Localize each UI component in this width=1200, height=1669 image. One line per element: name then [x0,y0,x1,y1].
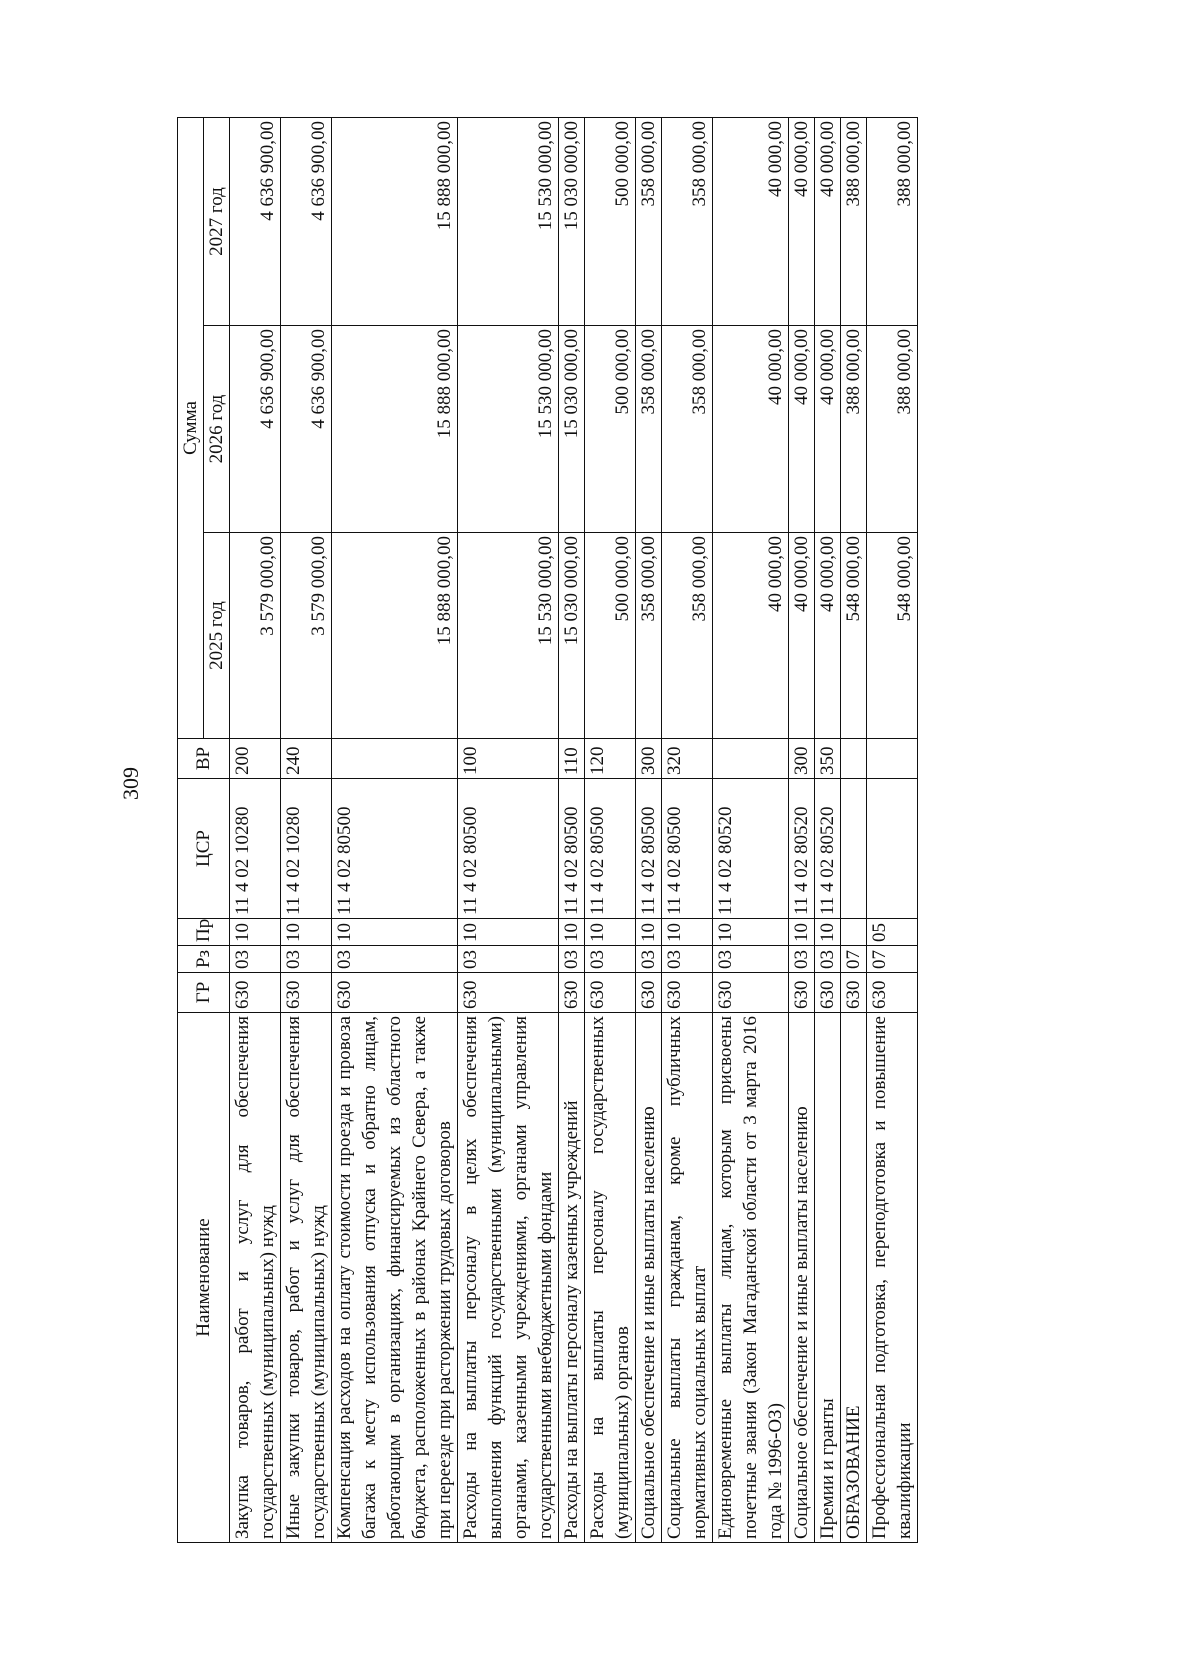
cell-gr: 630 [662,973,713,1013]
cell-name: Иные закупки товаров, работ и услуг для обеспечения государственных (муниципальных) нужд [281,1013,332,1543]
cell-y2027: 358 000,00 [662,117,713,325]
cell-csr [867,779,918,919]
cell-vr: 300 [636,739,662,779]
cell-name: Социальное обеспечение и иные выплаты населению [636,1013,662,1543]
cell-y2027: 358 000,00 [636,117,662,325]
cell-rz: 03 [789,946,815,973]
cell-y2027: 388 000,00 [867,117,918,325]
cell-rz: 07 [841,946,867,973]
cell-y2027: 388 000,00 [841,117,867,325]
table-row [230,117,281,1542]
cell-y2025: 3 579 000,00 [281,533,332,739]
table-row [713,117,789,1542]
cell-y2026: 40 000,00 [713,326,789,533]
table-row [332,117,458,1542]
cell-vr: 300 [789,739,815,779]
cell-name: ОБРАЗОВАНИЕ [841,1013,867,1543]
table-row [559,117,585,1542]
cell-gr: 630 [841,973,867,1013]
cell-y2025: 15 030 000,00 [559,533,585,739]
cell-y2025: 358 000,00 [662,533,713,739]
cell-y2026: 40 000,00 [789,326,815,533]
cell-rz: 03 [281,946,332,973]
budget-table [177,117,918,1543]
header-gr: ГР [178,973,230,1013]
cell-y2025: 548 000,00 [841,533,867,739]
cell-vr: 200 [230,739,281,779]
cell-csr: 11 4 02 80500 [662,779,713,919]
cell-gr: 630 [636,973,662,1013]
cell-rz: 03 [662,946,713,973]
cell-rz: 07 [867,946,918,973]
cell-vr: 120 [585,739,636,779]
cell-y2026: 4 636 900,00 [230,326,281,533]
cell-y2026: 40 000,00 [815,326,841,533]
table-row [281,117,332,1542]
cell-y2027: 15 030 000,00 [559,117,585,325]
cell-pr: 10 [713,919,789,946]
cell-y2026: 15 030 000,00 [559,326,585,533]
cell-y2027: 4 636 900,00 [230,117,281,325]
cell-y2027: 500 000,00 [585,117,636,325]
cell-vr: 320 [662,739,713,779]
cell-y2025: 358 000,00 [636,533,662,739]
header-sum: Сумма [178,117,204,738]
cell-y2025: 500 000,00 [585,533,636,739]
cell-rz: 03 [332,946,458,973]
cell-y2026: 15 888 000,00 [332,326,458,533]
cell-pr: 10 [585,919,636,946]
table-row [458,117,559,1542]
cell-y2025: 3 579 000,00 [230,533,281,739]
cell-vr: 240 [281,739,332,779]
cell-csr [841,779,867,919]
cell-csr: 11 4 02 10280 [281,779,332,919]
cell-y2026: 358 000,00 [662,326,713,533]
cell-y2027: 40 000,00 [789,117,815,325]
cell-pr: 10 [789,919,815,946]
table-row [789,117,815,1542]
cell-y2027: 4 636 900,00 [281,117,332,325]
cell-rz: 03 [815,946,841,973]
header-2027: 2027 год [204,117,230,325]
cell-csr: 11 4 02 80500 [559,779,585,919]
cell-pr [841,919,867,946]
cell-y2025: 40 000,00 [815,533,841,739]
cell-csr: 11 4 02 80500 [585,779,636,919]
header-name: Наименование [178,1013,230,1543]
cell-rz: 03 [230,946,281,973]
cell-name: Компенсация расходов на оплату стоимости проезда и провоза багажа к месту использования отпуска и обратно лицам, работающим в организациях, финансируемых из областного бюджета, расположенных в районах Крайнего Севера, а также при переезде при расторжении трудовых договоров [332,1013,458,1543]
cell-y2026: 15 530 000,00 [458,326,559,533]
cell-csr: 11 4 02 80500 [636,779,662,919]
cell-name: Премии и гранты [815,1013,841,1543]
table-row [815,117,841,1542]
cell-vr: 110 [559,739,585,779]
cell-name: Расходы на выплаты персоналу государственных (муниципальных) органов [585,1013,636,1543]
cell-pr: 05 [867,919,918,946]
cell-y2027: 15 888 000,00 [332,117,458,325]
cell-gr: 630 [332,973,458,1013]
cell-vr: 100 [458,739,559,779]
cell-y2026: 388 000,00 [867,326,918,533]
cell-vr [713,739,789,779]
cell-gr: 630 [815,973,841,1013]
cell-name: Социальные выплаты гражданам, кроме публичных нормативных социальных выплат [662,1013,713,1543]
cell-gr: 630 [458,973,559,1013]
cell-pr: 10 [332,919,458,946]
table-row [585,117,636,1542]
cell-rz: 03 [713,946,789,973]
cell-csr: 11 4 02 80520 [789,779,815,919]
cell-y2025: 548 000,00 [867,533,918,739]
cell-y2025: 15 530 000,00 [458,533,559,739]
page-number: 309 [118,767,143,800]
cell-name: Закупка товаров, работ и услуг для обеспечения государственных (муниципальных) нужд [230,1013,281,1543]
cell-y2025: 40 000,00 [713,533,789,739]
cell-gr: 630 [281,973,332,1013]
cell-csr: 11 4 02 80500 [458,779,559,919]
cell-csr: 11 4 02 80520 [713,779,789,919]
cell-y2026: 500 000,00 [585,326,636,533]
cell-y2026: 388 000,00 [841,326,867,533]
cell-vr: 350 [815,739,841,779]
cell-name: Расходы на выплаты персоналу казенных учреждений [559,1013,585,1543]
table-row [867,117,918,1542]
cell-pr: 10 [281,919,332,946]
cell-rz: 03 [559,946,585,973]
cell-gr: 630 [230,973,281,1013]
table-row [662,117,713,1542]
cell-pr: 10 [559,919,585,946]
cell-pr: 10 [662,919,713,946]
cell-gr: 630 [713,973,789,1013]
cell-y2027: 40 000,00 [815,117,841,325]
cell-pr: 10 [458,919,559,946]
header-csr: ЦСР [178,779,230,919]
cell-y2027: 15 530 000,00 [458,117,559,325]
cell-rz: 03 [636,946,662,973]
cell-name: Единовременные выплаты лицам, которым присвоены почетные звания (Закон Магаданской области от 3 марта 2016 года № 1996-ОЗ) [713,1013,789,1543]
cell-y2026: 358 000,00 [636,326,662,533]
cell-y2026: 4 636 900,00 [281,326,332,533]
table-row [636,117,662,1542]
cell-y2027: 40 000,00 [713,117,789,325]
rotated-content [177,118,1042,1543]
cell-y2025: 15 888 000,00 [332,533,458,739]
header-pr: Пр [178,919,230,946]
cell-csr: 11 4 02 10280 [230,779,281,919]
cell-pr: 10 [230,919,281,946]
header-rz: Рз [178,946,230,973]
cell-rz: 03 [458,946,559,973]
cell-csr: 11 4 02 80500 [332,779,458,919]
cell-name: Профессиональная подготовка, переподготовка и повышение квалификации [867,1013,918,1543]
cell-y2025: 40 000,00 [789,533,815,739]
cell-rz: 03 [585,946,636,973]
cell-vr [841,739,867,779]
header-2026: 2026 год [204,326,230,533]
table-row [841,117,867,1542]
cell-pr: 10 [636,919,662,946]
cell-gr: 630 [585,973,636,1013]
cell-gr: 630 [867,973,918,1013]
cell-gr: 630 [789,973,815,1013]
table-body [230,117,918,1542]
cell-vr [867,739,918,779]
cell-csr: 11 4 02 80520 [815,779,841,919]
cell-name: Социальное обеспечение и иные выплаты населению [789,1013,815,1543]
cell-pr: 10 [815,919,841,946]
header-2025: 2025 год [204,533,230,739]
cell-name: Расходы на выплаты персоналу в целях обеспечения выполнения функций государственными (муниципальными) органами, казенными учреждениями, органами управления государственными внебюджетными фондами [458,1013,559,1543]
cell-vr [332,739,458,779]
table-header [178,117,230,1542]
header-vr: ВР [178,739,230,779]
cell-gr: 630 [559,973,585,1013]
